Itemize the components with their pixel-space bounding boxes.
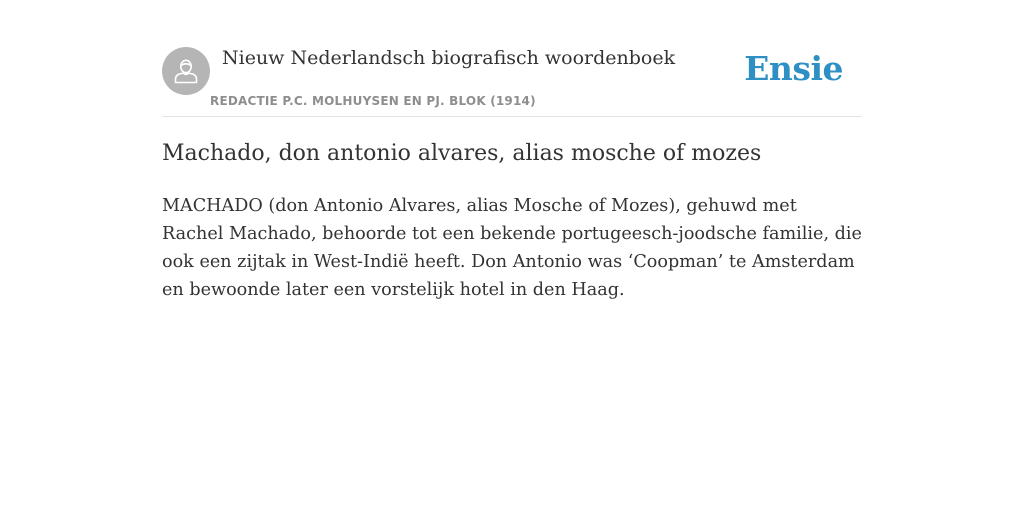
source-title[interactable]: Nieuw Nederlandsch biografisch woordenboek — [222, 47, 676, 69]
avatar[interactable] — [162, 47, 210, 95]
ensie-logo[interactable]: Ensie — [744, 49, 843, 88]
person-icon — [162, 47, 210, 95]
entry-body: MACHADO (don Antonio Alvares, alias Mosche of Mozes), gehuwd met Rachel Machado, behoorde tot een bekende portugeesch-joodsche familie, die ook een zijtak in West-Indië heeft. Don Antonio was ‘Coopman’ te Amsterdam en bewoonde later een vorstelijk hotel in den Haag. — [162, 196, 862, 300]
source-editors: REDACTIE P.C. MOLHUYSEN EN PJ. BLOK (1914) — [210, 94, 536, 108]
article — [162, 138, 862, 304]
source-header — [162, 0, 862, 117]
entry-title: Machado, don antonio alvares, alias mosche of mozes — [162, 141, 762, 166]
